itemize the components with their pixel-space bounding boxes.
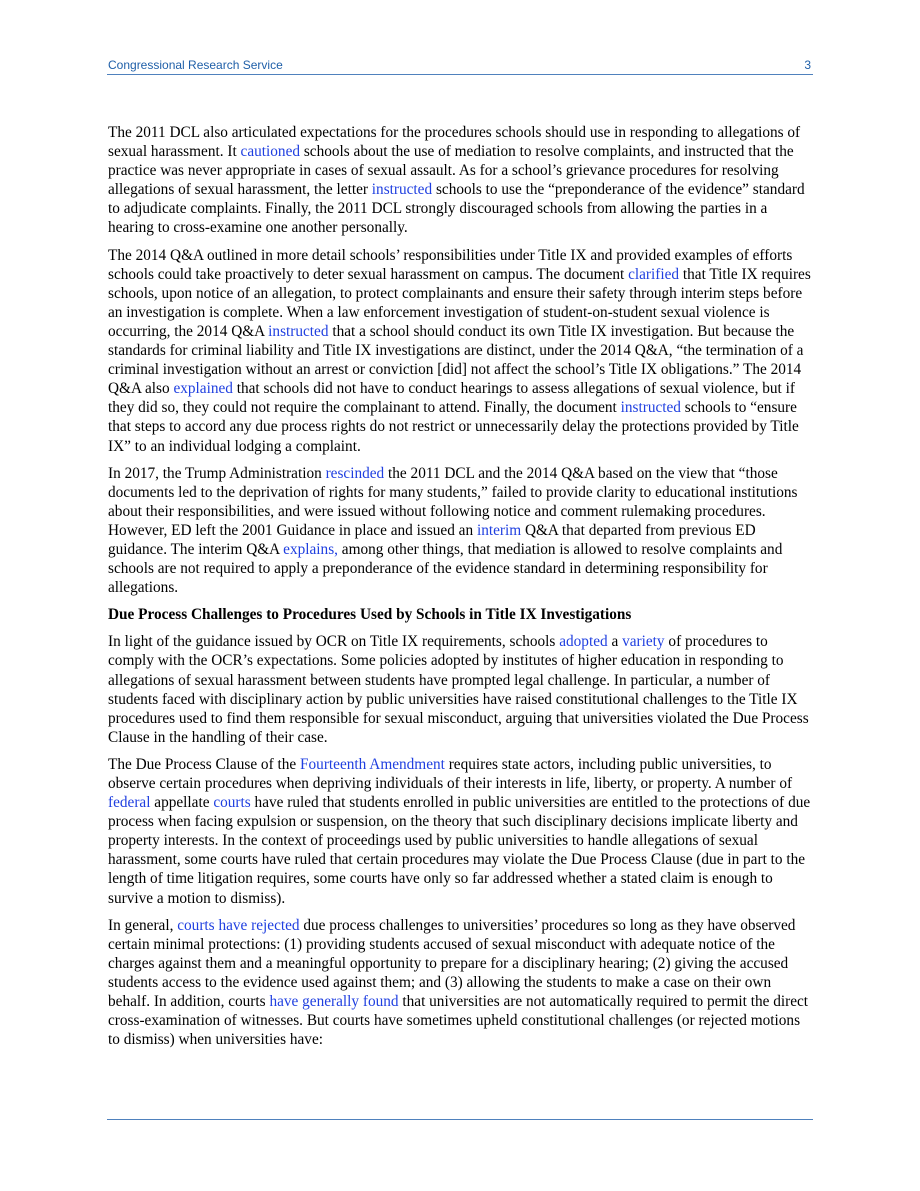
paragraph-text: Due Process Challenges to Procedures Used by Schools in Title IX Investigations bbox=[108, 606, 632, 624]
citation-link[interactable]: interim bbox=[476, 521, 522, 539]
body-paragraph bbox=[108, 464, 814, 598]
paragraph-text: The 2011 DCL also articulated expectations for the procedures schools should use in responding to allegations of sexual harassment. It bbox=[108, 124, 801, 161]
citation-link[interactable]: cautioned bbox=[240, 143, 301, 161]
document-body bbox=[108, 123, 814, 1057]
body-paragraph bbox=[108, 632, 814, 747]
paragraph-text: the 2011 DCL and the 2014 Q&A based on the view that “those documents led to the deprivation of rights for many students,” failed to provide clarity to educational institutions about their responsibilities, and were issued without following notice and comment rulemaking procedures. However, ED left the 2001 Guidance in place and issued an bbox=[108, 464, 798, 539]
citation-link[interactable]: Fourteenth Amendment bbox=[300, 755, 445, 773]
paragraph-text: that schools did not have to conduct hearings to assess allegations of sexual violence, but if they did so, they could not require the complainant to attend. Finally, the document bbox=[108, 380, 795, 417]
body-paragraph bbox=[108, 246, 814, 456]
paragraph-text: schools to “ensure that steps to accord any due process rights do not restrict or unnecessarily delay the protections provided by Title IX” to an individual lodging a complaint. bbox=[108, 399, 799, 455]
citation-link[interactable]: instructed bbox=[620, 399, 681, 417]
paragraph-text: schools to use the “preponderance of the evidence” standard to adjudicate complaints. Finally, the 2011 DCL strongly discouraged schools from allowing the parties in a hearing to cross-examine one another personally. bbox=[108, 181, 805, 237]
paragraph-text: In 2017, the Trump Administration bbox=[108, 464, 326, 482]
page-header bbox=[107, 56, 813, 75]
citation-link[interactable]: instructed bbox=[268, 322, 329, 340]
citation-link[interactable]: instructed bbox=[371, 181, 433, 199]
citation-link[interactable]: clarified bbox=[628, 265, 680, 283]
citation-link[interactable]: courts have rejected bbox=[177, 916, 300, 934]
paragraph-text: of procedures to comply with the OCR’s expectations. Some policies adopted by institutes of higher education in responding to allegations of sexual harassment between students have prompted legal challenge. In particular, a number of students faced with disciplinary action by public universities have raised constitutional challenges to the Title IX procedures used to find them responsible for sexual misconduct, arguing that universities violated the Due Process Clause in the handling of their case. bbox=[108, 633, 809, 746]
citation-link[interactable]: rescinded bbox=[325, 464, 385, 482]
paragraph-text: due process challenges to universities’ procedures so long as they have observed certain minimal protections: (1) providing students accused of sexual misconduct with adequate notice of the charges against them and a meaningful opportunity to prepare for a disciplinary hearing; (2) giving the accused students access to the evidence used against them; and (3) allowing the students to make a case on their own behalf. In addition, courts bbox=[108, 916, 796, 1011]
body-paragraph bbox=[108, 123, 814, 238]
paragraph-text: schools about the use of mediation to resolve complaints, and instructed that the practice was never appropriate in cases of sexual assault. As for a school’s grievance procedures for resolving allegations of sexual harassment, the letter bbox=[108, 143, 794, 199]
paragraph-text: In general, bbox=[108, 916, 178, 934]
citation-link[interactable]: explains, bbox=[283, 540, 338, 558]
paragraph-text: The Due Process Clause of the bbox=[108, 755, 301, 773]
footer-rule bbox=[107, 1119, 813, 1120]
header-source: Congressional Research Service bbox=[108, 58, 283, 72]
page-number: 3 bbox=[804, 58, 811, 72]
paragraph-text: In light of the guidance issued by OCR on Title IX requirements, schools bbox=[108, 633, 560, 651]
body-paragraph bbox=[108, 755, 814, 908]
citation-link[interactable]: have generally found bbox=[269, 993, 399, 1011]
citation-link[interactable]: adopted bbox=[559, 633, 608, 651]
paragraph-text: The 2014 Q&A outlined in more detail schools’ responsibilities under Title IX and provided examples of efforts schools could take proactively to deter sexual harassment on campus. The document bbox=[108, 246, 793, 283]
citation-link[interactable]: courts bbox=[213, 794, 251, 812]
paragraph-text: a bbox=[607, 633, 623, 651]
paragraph-text: appellate bbox=[150, 794, 214, 812]
paragraph-text: requires state actors, including public universities, to observe certain procedures when depriving individuals of their interests in life, liberty, or property. A number of bbox=[108, 755, 793, 792]
citation-link[interactable]: federal bbox=[108, 794, 151, 812]
paragraph-text: that Title IX requires schools, upon notice of an allegation, to protect complainants and ensure their safety through interim steps before an investigation is complete. When a law enforcement investigation of student-on-student sexual violence is occurring, the 2014 Q&A bbox=[108, 265, 811, 340]
paragraph-text: have ruled that students enrolled in public universities are entitled to the protections of due process when facing expulsion or suspension, on the theory that such disciplinary decisions implicate liberty and property interests. In the context of proceedings used by public universities to handle allegations of sexual harassment, some courts have ruled that certain procedures may violate the Due Process Clause (due in part to the length of time litigation requires, some courts have only so far addressed whether a stated claim is enough to survive a motion to dismiss). bbox=[108, 794, 811, 907]
paragraph-text: among other things, that mediation is allowed to resolve complaints and schools are not required to apply a preponderance of the evidence standard in determining responsibility for allegations. bbox=[108, 540, 783, 597]
citation-link[interactable]: explained bbox=[173, 380, 233, 398]
section-heading bbox=[108, 605, 814, 624]
body-paragraph bbox=[108, 916, 814, 1050]
paragraph-text: that universities are not automatically required to permit the direct cross-examination of witnesses. But courts have sometimes upheld constitutional challenges (or rejected motions to dismiss) when universities have: bbox=[108, 993, 809, 1049]
paragraph-text: that a school should conduct its own Title IX investigation. But because the standards for criminal liability and Title IX investigations are distinct, under the 2014 Q&A, “the termination of a criminal investigation without an arrest or conviction [did] not affect the school’s Title IX obligations.” The 2014 Q&A also bbox=[108, 322, 804, 398]
citation-link[interactable]: variety bbox=[622, 633, 665, 651]
paragraph-text: Q&A that departed from previous ED guidance. The interim Q&A bbox=[108, 521, 756, 558]
